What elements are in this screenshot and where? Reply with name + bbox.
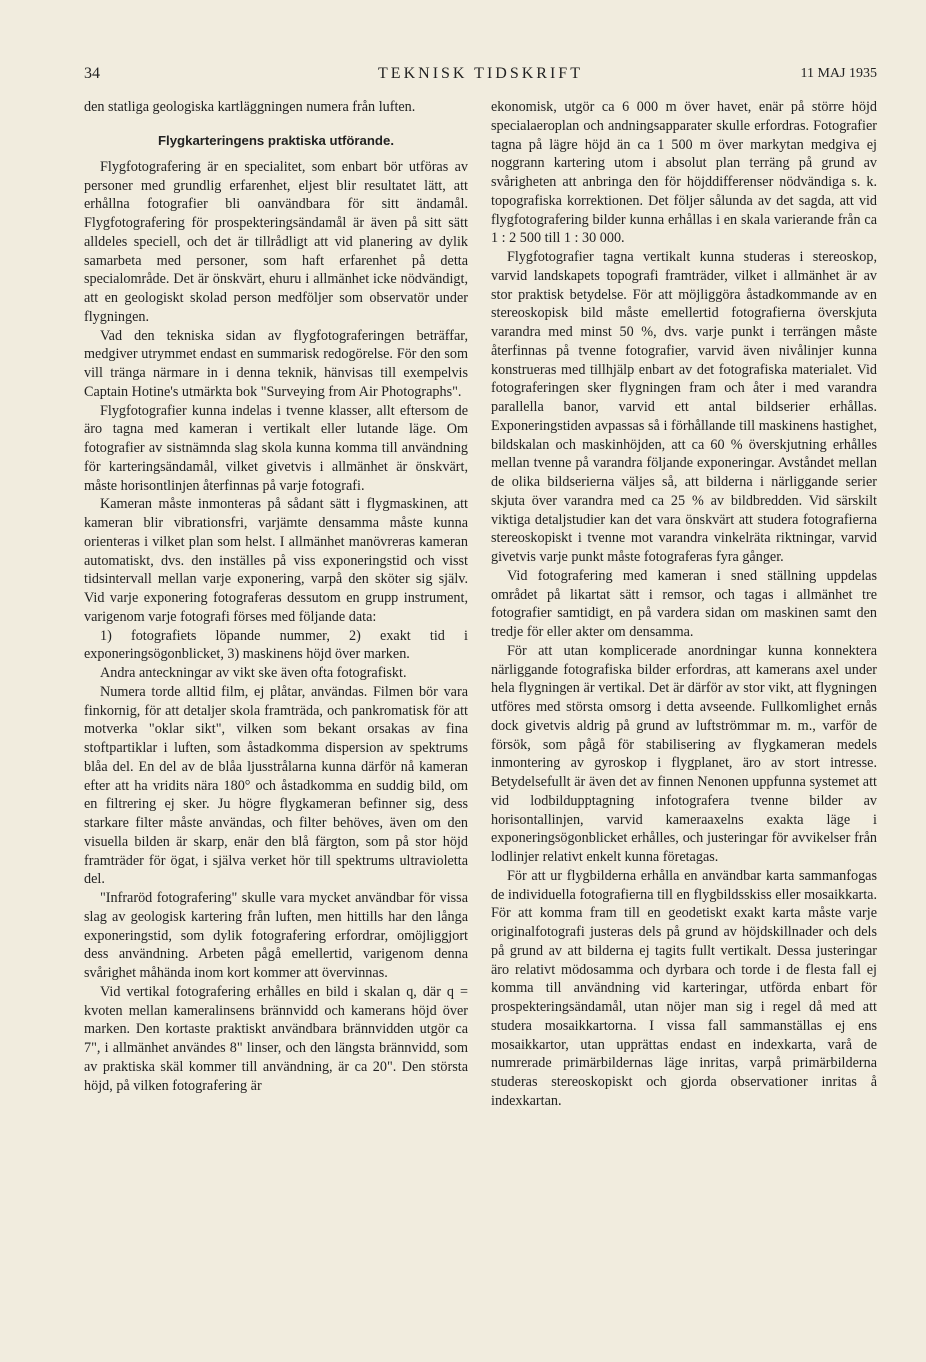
paragraph: Vid fotografering med kameran i sned ställning uppdelas området på likartat sätt i remsor, och tagas i allmänhet tre fotografier samtidigt, en på vardera sidan om maskinen samt den tredje för eller akter om densamma. [491, 567, 877, 640]
paragraph: Andra anteckningar av vikt ske även ofta fotografiskt. [100, 665, 407, 681]
page-number: 34 [84, 65, 100, 82]
paragraph: Vid vertikal fotografering erhålles en bild i skalan q, där q = kvoten mellan kameralinsens brännvidd och kamerans höjd över marken. Den kortaste praktiskt användbara brännvidden utgör ca 7", i allmänhet användes 8" linser, och den längsta brännvidd, som av praktiska skäl kommer till användning, är ca 20". Den största höjd, på vilken fotografering är [84, 983, 468, 1094]
intro-paragraph: den statliga geologiska kartläggningen numera från luften. [84, 99, 416, 115]
paragraph: "Infraröd fotografering" skulle vara mycket användbar för vissa slag av geologisk kartering från luften, men hittills har den långa exponeringstid, som dylik fotografering erfordrar, omöjliggjort dess användning. Arbeten pågå emellertid, varigenom denna svårighet måhända inom kort kommer att övervinnas. [84, 890, 468, 981]
left-column [84, 98, 468, 1095]
paragraph: 1) fotografiets löpande nummer, 2) exakt tid i exponeringsögonblicket, 3) maskinens höjd över marken. [84, 627, 468, 663]
paragraph: Vad den tekniska sidan av flygfotograferingen beträffar, medgiver utrymmet endast en summarisk redogörelse. För den som vill tränga närmare in i denna teknik, hänvisas till exempelvis Captain Hotine's utmärkta bok "Surveying from Air Photographs". [84, 327, 468, 400]
continuation-paragraph: ekonomisk, utgör ca 6 000 m över havet, enär på större höjd specialaeroplan och andningsapparater skulle erfordras. Fotografier tagna på lägre höjd än ca 1 500 m över markytan medgiva ej noggrann kartering utom i absolut plan terräng på grund av svårigheten att anbringa den för höjddifferenser nödvändiga s. k. topografiska korrektionen. Det följer sålunda av det sagda, att vid flygfotografering bilder kunna erhållas i en skala varierande från ca 1 : 2 500 till 1 : 30 000. [491, 99, 877, 247]
right-column [491, 98, 877, 1111]
paragraph: Kameran måste inmonteras på sådant sätt i flygmaskinen, att kameran blir vibrationsfri, varjämte densamma måste kunna orienteras i vilket plan som helst. I allmänhet manövreras kameran automatiskt, dvs. den inställes på viss exponeringstid och visst tidsintervall mellan varje exponering, varpå den sköter sig själv. Vid varje exponering fotograferas dessutom en grupp instrument, varigenom varje fotografi förses med följande data: [84, 496, 468, 625]
journal-title: TEKNISK TIDSKRIFT [378, 65, 583, 82]
paragraph: Flygfotografier tagna vertikalt kunna studeras i stereoskop, varvid landskapets topografi framträder, vilket i allmänhet är av stor praktisk betydelse. För att möjliggöra åstadkommande av en stereoskopisk bild måste emellertid fotografierna överskjuta varandra med minst 50 %, dvs. varje punkt i terrängen måste återfinnas på tvenne fotografier, varvid även nivålinjer kunna konstrueras med tillhjälp enbart av det fotografiska materialet. Vid fotograferingen sker flygningen fram och åter i med varandra parallella banor, varvid ett antal bildserier erhållas. Exponeringstiden avpassas så i förhållande till maskinens hastighet, bildskalan och maskinhöjden, att ca 60 % överskjutning erhålles mellan tvenne på varandra följande exponeringar. Avståndet mellan de olika bildserierna väljes så, att bilderna i närliggande serier skjuta över varandra med ca 25 % av bildbredden. Vid särskilt viktiga detaljstudier kan det vara önskvärt att studera fotografierna stereoskopiskt i tvenne mot varandra vinkelräta riktningar, varvid givetvis varje punkt måste fotograferas fyra gånger. [491, 249, 877, 565]
paragraph: Flygfotografering är en specialitet, som enbart bör utföras av personer med grundlig erfarenhet, eljest blir resultatet lätt, att erhållna fotografier bli oanvändbara för sitt ändamål. Flygfotografering för prospekteringsändamål är även på sitt sätt alldeles speciell, och det är tillrådligt att vid planering av dylik samarbeta med personer, som haft erfarenhet på detta specialområde. Det är önskvärt, ehuru i allmänhet icke nödvändigt, att en geologiskt skolad person medföljer som observatör under flygningen. [84, 158, 468, 325]
paragraph: För att ur flygbilderna erhålla en användbar karta sammanfogas de individuella fotografierna till en flygbildsskiss eller mosaikkarta. För att komma fram till en geodetiskt exakt karta måste varje originalfotografi justeras dels på grund av höjdskillnader och dels på grund av att bilderna ej tagits fullt vertikalt. Dessa justeringar äro relativt mödosamma och dyrbara och torde i de flesta fall ej komma till användning vid karteringar, utförda enbart för prospekteringsändamål, utan nöjer man sig i regel då med att studera mosaikkartorna. I vissa fall sammanställas ej ens mosaikkartor, utan upprättas endast en indexkarta, varå de numrerade primärbildernas läge inritas, varpå primärbilderna studeras stereoskopiskt och gjorda observationer inritas å indexkartan. [491, 867, 877, 1109]
issue-date: 11 MAJ 1935 [800, 66, 877, 81]
paragraph: Numera torde alltid film, ej plåtar, användas. Filmen bör vara finkornig, för att detaljer skola framträda, och pankromatisk för att motverka "oklar sikt", vilken som bekant orsakas av fina stoftpartiklar i luften, som åstadkomma dispersion av spektrums blåa del. En del av de blåa ljusstrålarna kunna därför nå kameran efter att ha vridits nära 180° och åstadkomma en suddig bild, om en filtrering ej sker. Ju högre flygkameran befinner sig, dess starkare filter måste användas, och filter behöves, även om den visuella bilden är skarp, enär den blå färgton, som på stor höjd framträder för ögat, i själva verket hör till spektrums ultravioletta del. [84, 683, 468, 888]
section-heading: Flygkarteringens praktiska utförande. [158, 132, 394, 148]
page-header [84, 62, 877, 86]
paragraph: För att utan komplicerade anordningar kunna konnektera närliggande fotografiska bilder erfordras, att kamerans axel under hela flygningen är vertikal. Det är därför av stor vikt, att flygningen utföres med största omsorg i detta avseende. Fullkomlighet ernås dock givetvis aldrig på grund av luftströmmar m. m., varför de försök, som pågå för stabilisering av flygkameran medels inmontering av gyroskop i flygplanet, äro av stort intresse. Betydelsefullt är även det av finnen Nenonen uppfunna systemet att vid lodbildupptagning infotografera tvenne bilder av horisontallinjen, varvid kameraaxelns exakta läge i exponeringsögonblicket erhålles, och justeringar för avvikelser från lodlinjer relativt enkelt kunna företagas. [491, 642, 877, 865]
paragraph: Flygfotografier kunna indelas i tvenne klasser, allt eftersom de äro tagna med kameran i vertikalt eller lutande läge. Om fotografier av sistnämnda slag skola kunna komma till användning för karteringsändamål, vilket givetvis i allmänhet är önskvärt, måste horisontlinjen återfinnas på varje fotografi. [84, 402, 468, 494]
